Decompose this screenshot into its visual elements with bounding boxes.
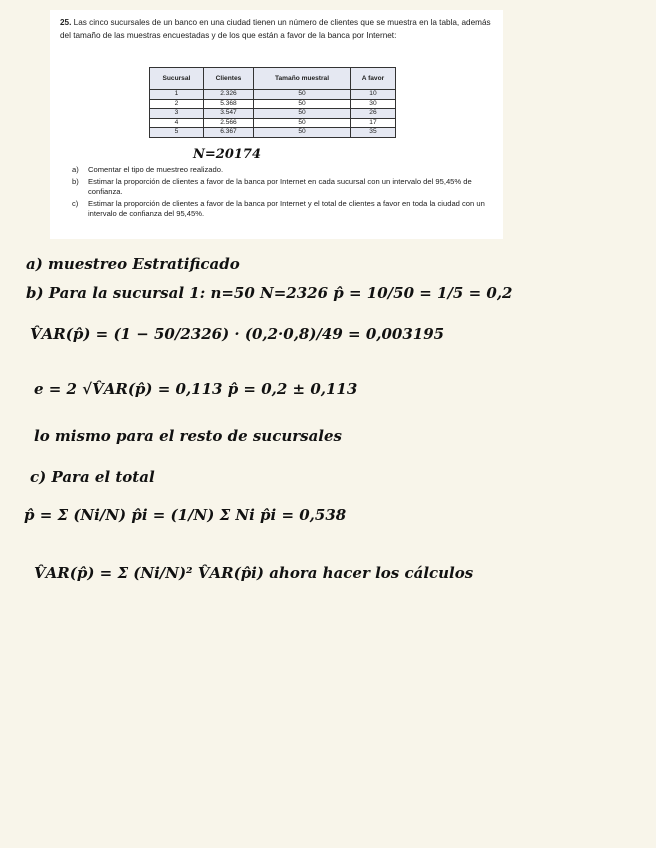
table-cell: 2.566 [203, 118, 253, 128]
handwritten-rest-note: lo mismo para el resto de sucursales [34, 427, 342, 445]
question-label: c) [72, 198, 79, 208]
table-cell: 26 [350, 109, 395, 119]
table-cell: 1 [150, 90, 204, 100]
table-cell: 50 [254, 99, 351, 109]
column-header: Clientes [203, 68, 253, 90]
table-cell: 35 [350, 128, 395, 138]
question-item [60, 177, 490, 198]
handwritten-error: e = 2 √V̂AR(p̂) = 0,113 p̂ = 0,2 ± 0,113 [34, 380, 358, 398]
table-cell: 3.547 [203, 109, 253, 119]
problem-statement [60, 16, 493, 42]
handwritten-n-total: N=20174 [193, 147, 262, 162]
table-cell: 5.368 [203, 99, 253, 109]
question-item [60, 199, 490, 220]
table-cell: 50 [254, 109, 351, 119]
handwritten-answer-b: b) Para la sucursal 1: n=50 N=2326 p̂ = 10/50 = 1/5 = 0,2 [26, 284, 513, 302]
question-text: Estimar la proporción de clientes a favor de la banca por Internet y el total de clientes a favor en toda la ciudad con un intervalo de confianza del 95,45%. [88, 198, 485, 218]
question-text: Comentar el tipo de muestreo realizado. [88, 165, 224, 174]
problem-number: 25. [60, 18, 72, 27]
question-label: b) [72, 176, 79, 186]
table-cell: 3 [150, 109, 204, 119]
table-row [150, 128, 396, 138]
table-cell: 50 [254, 128, 351, 138]
table-cell: 5 [150, 128, 204, 138]
question-item [60, 165, 490, 176]
table-row [150, 90, 396, 100]
handwritten-variance: V̂AR(p̂) = (1 − 50/2326) · (0,2·0,8)/49 = 0,003195 [30, 325, 445, 343]
handwritten-answer-a: a) muestreo Estratificado [26, 255, 240, 273]
table-row [150, 109, 396, 119]
table-cell: 4 [150, 118, 204, 128]
table-row [150, 99, 396, 109]
problem-statement-text: Las cinco sucursales de un banco en una ciudad tienen un número de clientes que se muestra en la tabla, además del tamaño de las muestras encuestadas y de los que están a favor de la banca por Internet: [60, 18, 491, 40]
column-header: A favor [350, 68, 395, 90]
table-header-row [150, 68, 396, 90]
handwritten-answer-c: c) Para el total [30, 468, 155, 486]
table-cell: 30 [350, 99, 395, 109]
handwritten-total-variance: V̂AR(p̂) = Σ (Ni/N)² V̂AR(p̂i) ahora hacer los cálculos [34, 564, 474, 582]
table-cell: 50 [254, 118, 351, 128]
table-cell: 6.367 [203, 128, 253, 138]
table-cell: 10 [350, 90, 395, 100]
question-label: a) [72, 165, 79, 174]
table-cell: 2.326 [203, 90, 253, 100]
table-cell: 2 [150, 99, 204, 109]
problem-card [50, 10, 503, 239]
column-header: Tamaño muestral [254, 68, 351, 90]
table-row [150, 118, 396, 128]
question-list [60, 165, 490, 221]
table-cell: 50 [254, 90, 351, 100]
question-text: Estimar la proporción de clientes a favor de la banca por Internet en cada sucursal con un intervalo del 95,45% de confianza. [88, 176, 472, 196]
column-header: Sucursal [150, 68, 204, 90]
table-cell: 17 [350, 118, 395, 128]
handwritten-total-proportion: p̂ = Σ (Ni/N) p̂i = (1/N) Σ Ni p̂i = 0,538 [24, 506, 347, 524]
data-table [149, 67, 396, 138]
